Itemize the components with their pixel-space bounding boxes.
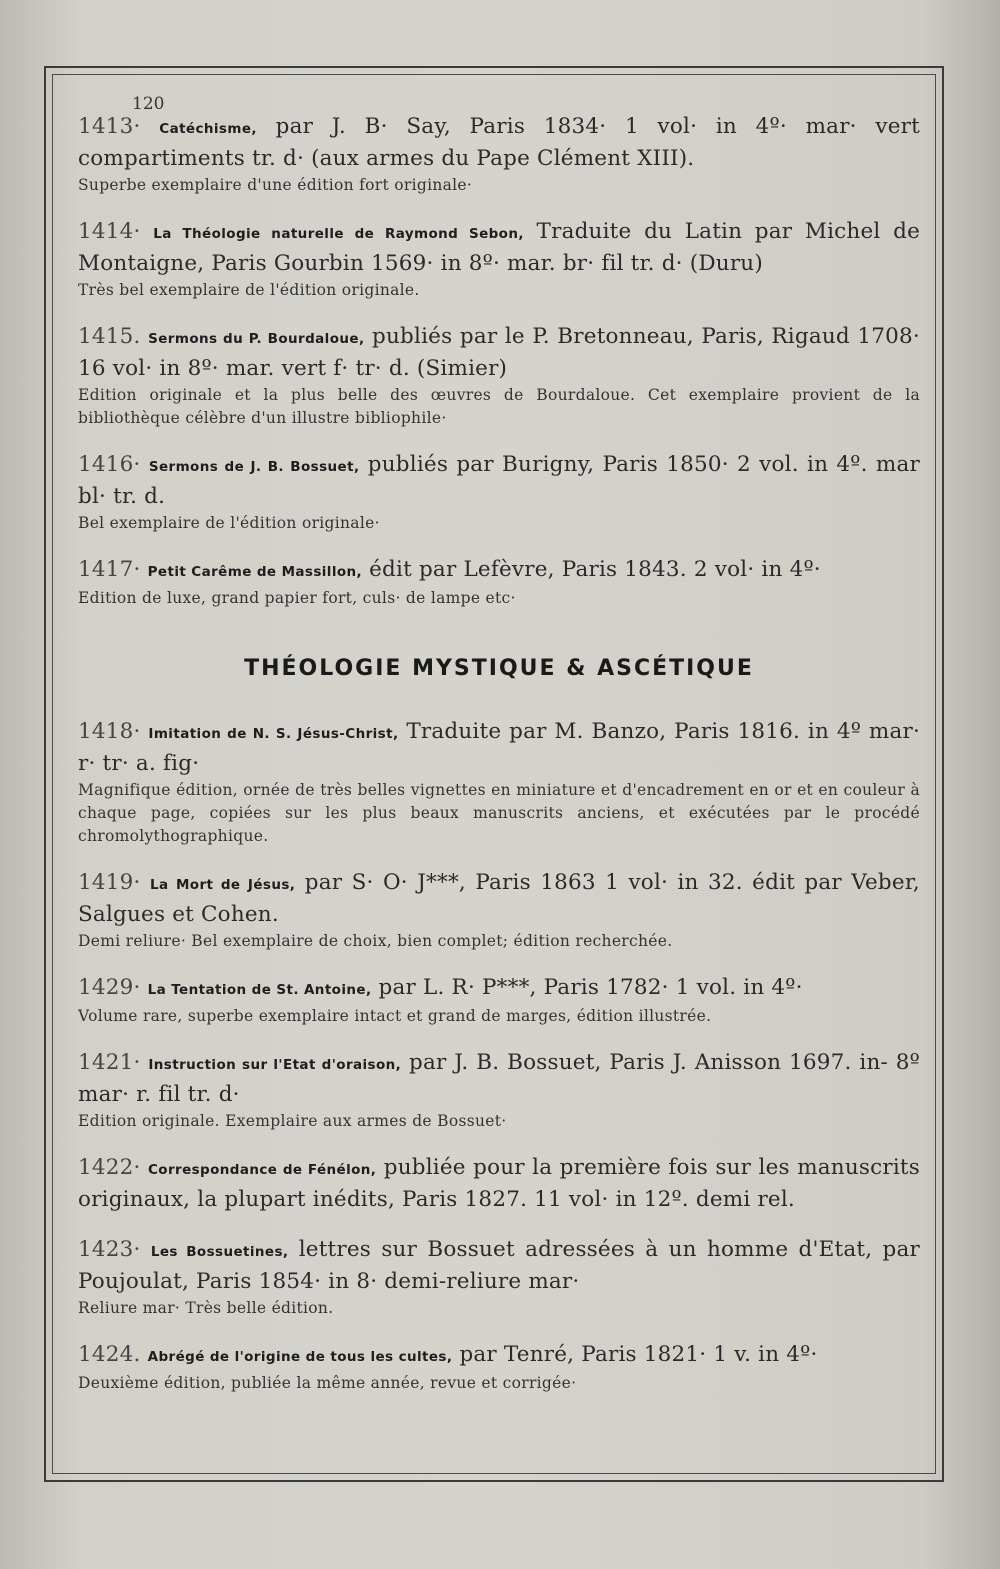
entry-main bbox=[78, 217, 920, 279]
entry-main bbox=[78, 450, 920, 512]
entry-number: 1413· bbox=[78, 114, 141, 139]
entry-number: 1415. bbox=[78, 324, 141, 349]
entry-number: 1417· bbox=[78, 557, 141, 582]
catalog-entry-1421 bbox=[78, 1048, 920, 1133]
entry-title: Correspondance de Fénélon, bbox=[147, 1162, 377, 1178]
section-heading: THÉOLOGIE MYSTIQUE & ASCÉTIQUE bbox=[244, 656, 754, 681]
entry-text: par Tenré, Paris 1821· 1 v. in 4º· bbox=[459, 1342, 818, 1367]
entry-note: Deuxième édition, publiée la même année, revue et corrigée· bbox=[78, 1374, 577, 1392]
entry-note: Magnifique édition, ornée de très belles vignettes en miniature et d'encadrement en or et en couleur à chaque page, copiées sur les plus beaux manuscrits anciens, et exécutées par le procédé chromolythographique. bbox=[78, 781, 920, 845]
entry-number: 1424. bbox=[78, 1342, 141, 1367]
entry-text: publiés par Burigny, Paris 1850· 2 vol. in 4º. mar bl· tr. d. bbox=[78, 452, 921, 509]
entry-main bbox=[78, 555, 920, 587]
catalog-entry-1417 bbox=[78, 555, 920, 610]
catalog-entry-1414 bbox=[78, 217, 920, 302]
entry-text: publiés par le P. Bretonneau, Paris, Rigaud 1708· 16 vol· in 8º· mar. vert f· tr· d. (Simier) bbox=[78, 324, 920, 381]
entry-main bbox=[78, 322, 920, 384]
entry-text: lettres sur Bossuet adressées à un homme d'Etat, par Poujoulat, Paris 1854· in 8· demi-reliure mar· bbox=[78, 1237, 920, 1294]
entry-main bbox=[78, 1048, 920, 1110]
catalog-entry-1422 bbox=[78, 1153, 920, 1215]
entry-note: Edition originale. Exemplaire aux armes de Bossuet· bbox=[78, 1112, 507, 1130]
entry-main bbox=[78, 1153, 920, 1215]
entry-number: 1423· bbox=[78, 1237, 141, 1262]
entry-number: 1421· bbox=[78, 1050, 141, 1075]
entry-main bbox=[78, 973, 920, 1005]
entry-text: Traduite du Latin par Michel de Montaigne, Paris Gourbin 1569· in 8º· mar. br· fil tr. d· (Duru) bbox=[78, 219, 920, 276]
catalog-entry-1416 bbox=[78, 450, 920, 535]
catalog-entry-1429 bbox=[78, 973, 920, 1028]
catalog-entry-1423 bbox=[78, 1235, 920, 1320]
entry-main bbox=[78, 868, 920, 930]
entry-title: La Théologie naturelle de Raymond Sebon, bbox=[153, 226, 524, 242]
catalog-content bbox=[78, 112, 920, 1395]
entry-number: 1414· bbox=[78, 219, 141, 244]
catalog-entry-1415 bbox=[78, 322, 920, 430]
entry-title: Petit Carême de Massillon, bbox=[147, 564, 363, 580]
entry-note: Très bel exemplaire de l'édition originale. bbox=[78, 281, 420, 299]
entry-number: 1419· bbox=[78, 870, 141, 895]
entry-main bbox=[78, 112, 920, 174]
entry-main bbox=[78, 1235, 920, 1297]
entry-number: 1422· bbox=[78, 1155, 141, 1180]
catalog-entry-1424 bbox=[78, 1340, 920, 1395]
entry-number: 1429· bbox=[78, 975, 141, 1000]
entry-title: Sermons de J. B. Bossuet, bbox=[148, 459, 360, 475]
entry-text: édit par Lefèvre, Paris 1843. 2 vol· in 4º· bbox=[369, 557, 821, 582]
entry-number: 1418· bbox=[78, 719, 141, 744]
entry-text: par L. R· P***, Paris 1782· 1 vol. in 4º· bbox=[378, 975, 803, 1000]
entry-title: La Tentation de St. Antoine, bbox=[147, 982, 372, 998]
entry-text: publiée pour la première fois sur les manuscrits originaux, la plupart inédits, Paris 1827. 11 vol· in 12º. demi rel. bbox=[78, 1155, 920, 1212]
entry-title: Les Bossuetines, bbox=[150, 1244, 289, 1260]
entry-note: Superbe exemplaire d'une édition fort originale· bbox=[78, 176, 473, 194]
catalog-entry-1418 bbox=[78, 717, 920, 848]
entry-text: par S· O· J***, Paris 1863 1 vol· in 32. édit par Veber, Salgues et Cohen. bbox=[78, 870, 920, 927]
entry-number: 1416· bbox=[78, 452, 141, 477]
entry-note: Edition de luxe, grand papier fort, culs· de lampe etc· bbox=[78, 589, 516, 607]
entry-title: Abrégé de l'origine de tous les cultes, bbox=[147, 1349, 453, 1365]
catalog-entry-1413 bbox=[78, 112, 920, 197]
entry-main bbox=[78, 1340, 920, 1372]
entry-note: Demi reliure· Bel exemplaire de choix, bien complet; édition recherchée. bbox=[78, 932, 673, 950]
entry-title: La Mort de Jésus, bbox=[149, 877, 296, 893]
catalog-entry-1419 bbox=[78, 868, 920, 953]
entry-text: par J. B· Say, Paris 1834· 1 vol· in 4º· mar· vert compartiments tr. d· (aux armes du Pape Clément XIII). bbox=[78, 114, 920, 171]
entry-title: Imitation de N. S. Jésus-Christ, bbox=[148, 726, 399, 742]
entry-title: Instruction sur l'Etat d'oraison, bbox=[148, 1057, 402, 1073]
entry-title: Catéchisme, bbox=[159, 121, 257, 137]
entry-note: Bel exemplaire de l'édition originale· bbox=[78, 514, 380, 532]
entry-note: Edition originale et la plus belle des œuvres de Bourdaloue. Cet exemplaire provient de la bibliothèque célèbre d'un illustre bibliophile· bbox=[78, 386, 920, 427]
entry-main bbox=[78, 717, 920, 779]
entry-title: Sermons du P. Bourdaloue, bbox=[148, 331, 365, 347]
entry-text: Traduite par M. Banzo, Paris 1816. in 4º mar· r· tr· a. fig· bbox=[78, 719, 920, 776]
page-number: 120 bbox=[132, 94, 165, 114]
entry-note: Reliure mar· Très belle édition. bbox=[78, 1299, 334, 1317]
entry-text: par J. B. Bossuet, Paris J. Anisson 1697. in- 8º mar· r. fil tr. d· bbox=[78, 1050, 920, 1107]
entry-note: Volume rare, superbe exemplaire intact et grand de marges, édition illustrée. bbox=[78, 1007, 712, 1025]
